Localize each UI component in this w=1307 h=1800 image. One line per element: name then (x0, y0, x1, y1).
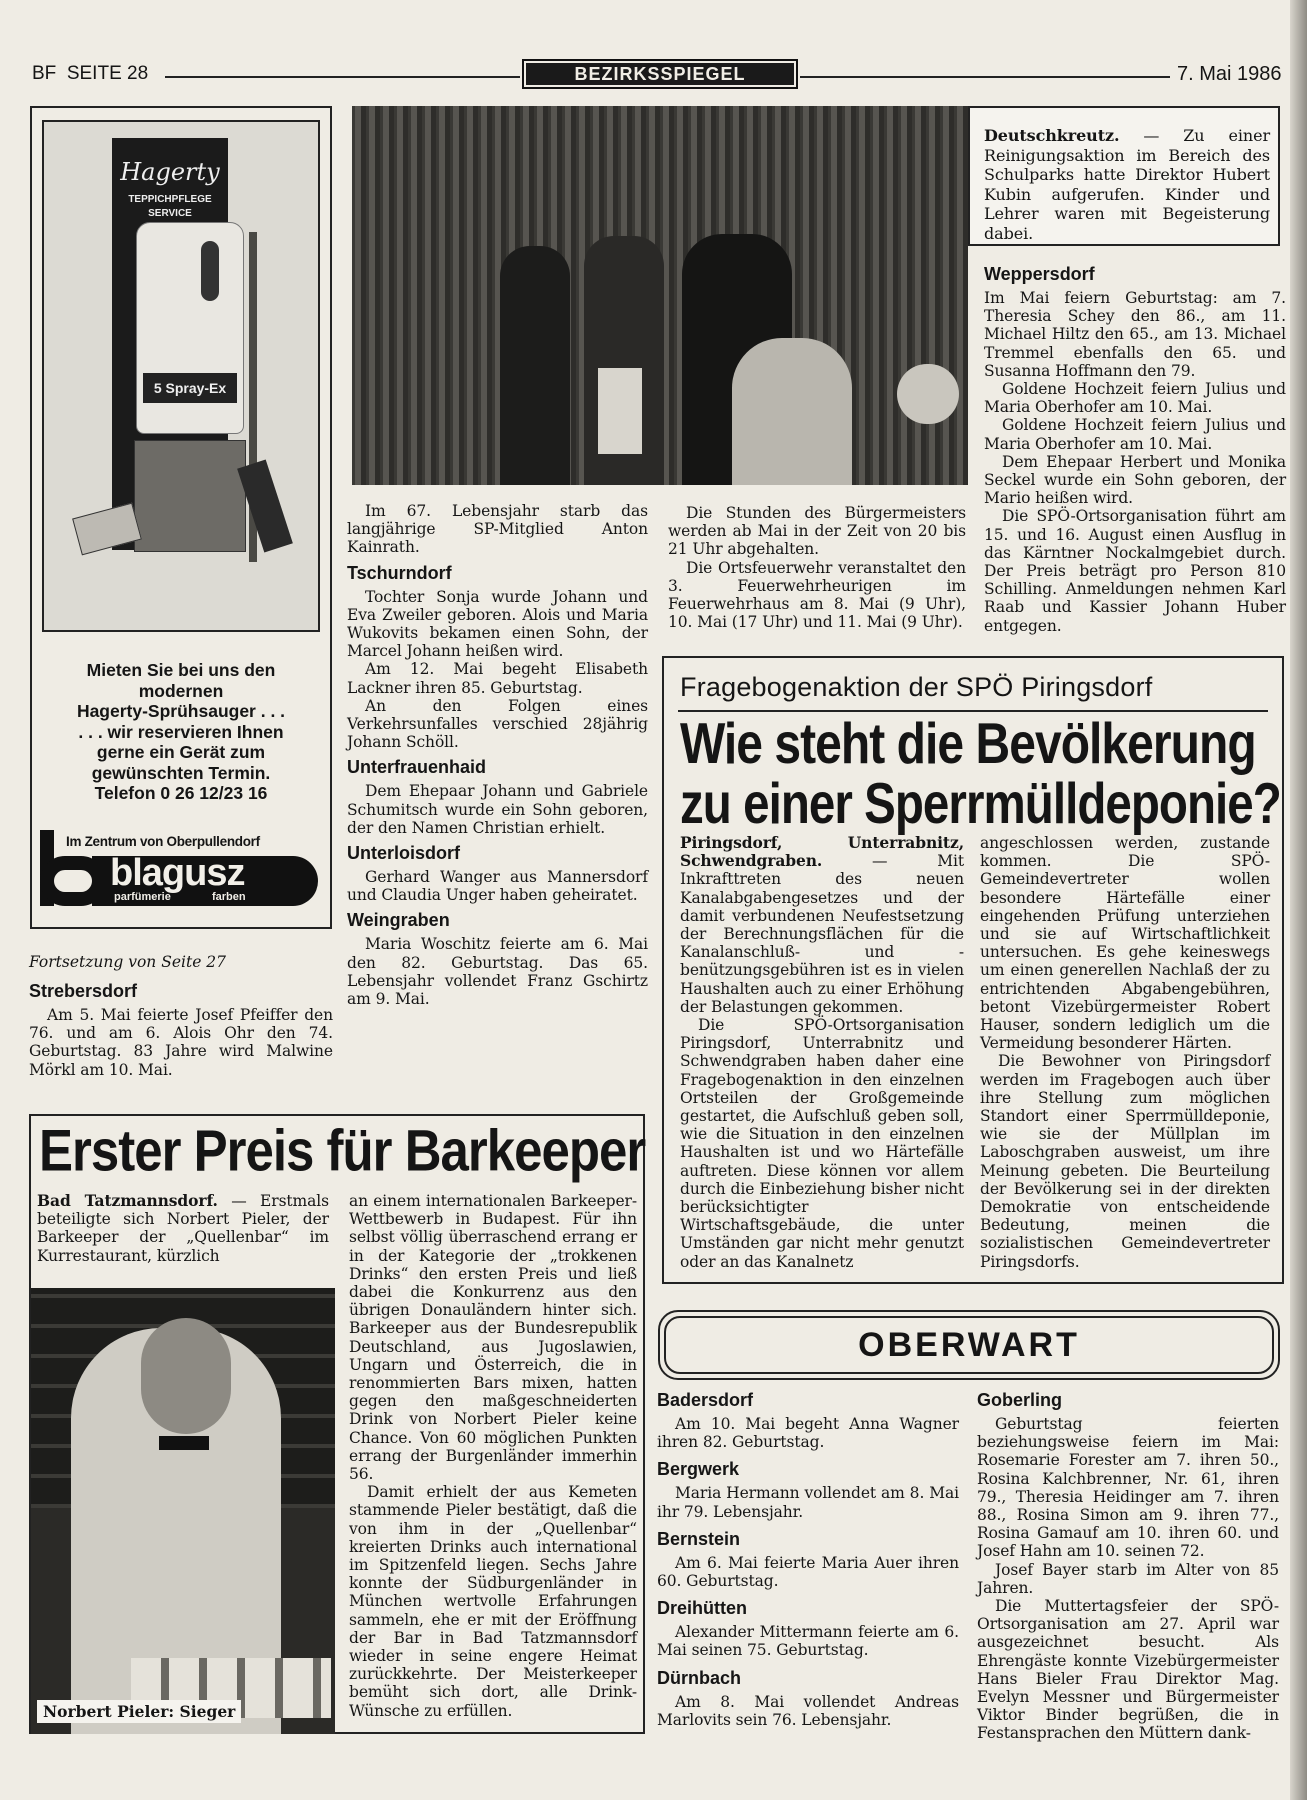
weppersdorf-column (984, 258, 1286, 635)
bernstein-paragraph: Am 6. Mai feierte Maria Auer ihren 60. Geburtstag. (657, 1553, 959, 1591)
deutschkreutz-paragraph (984, 126, 1270, 243)
tschurndorf-p2: Am 12. Mai begeht Elisabeth Lackner ihren 85. Geburtstag. (347, 660, 648, 697)
child-hat (897, 364, 959, 424)
goberling-p3: Die Muttertagsfeier der SPÖ-Ortsorganisation am 27. April war ausgezeichnet besucht. Als Ehrengäste konnte Vizebürgermeister Hans Bieler Frau Direktor Mag. Evelyn Messner und Bürgermeister Viktor Binder begrüßen, die in Festansprachen den Müttern dank- (977, 1597, 1279, 1743)
adult-light-coat (732, 338, 852, 485)
deutschkreutz-body: — Zu einer Reinigungsaktion im Bereich des Schulparks hatte Direktor Hubert Kubin aufgerufen. Kinder und Lehrer waren mit Begeisterung dabei. (984, 126, 1270, 243)
oberwart-banner (658, 1310, 1280, 1380)
ad-line-5: gerne ein Gerät zum (96, 742, 266, 762)
spoe-col2-p2: Die Bewohner von Piringsdorf werden im Fragebogen auch über ihre Stellung zum möglichen Standort einer Sperrmülldeponie, wie sie der Müllplan im Laboschgraben ausweist, um ihre Meinung gebeten. Die Beurteilung der Bevölkerung sei in der direkten Demokratie von entscheidende Bedeutung, meinen die sozialistischen Gemeindevertreter Piringsdorfs. (980, 1052, 1270, 1271)
bottle-handle (201, 241, 219, 301)
goberling-p2: Josef Bayer starb im Alter von 85 Jahren. (977, 1560, 1279, 1597)
tschurndorf-p3: An den Folgen eines Verkehrsunfalles verschied 28jährig Johann Schöll. (347, 696, 648, 752)
barkeeper-left-text (37, 1192, 329, 1265)
badersdorf-text (657, 1415, 959, 1451)
page-label: BF SEITE 28 (32, 63, 149, 84)
ad-line-2: modernen (138, 680, 224, 701)
weppersdorf-p2: Goldene Hochzeit feiern Julius und Maria Oberhofer am 10. Mai. (984, 380, 1286, 417)
dreihuetten-text (657, 1623, 959, 1659)
weppersdorf-heading: Weppersdorf (984, 264, 1095, 284)
ad-line-4: . . . wir reservieren Ihnen (78, 721, 284, 742)
strebersdorf-heading: Strebersdorf (29, 981, 138, 1001)
ad-phone: Telefon 0 26 12/23 16 (94, 783, 268, 803)
unterfrauenhaid-heading: Unterfrauenhaid (347, 757, 487, 778)
unterfrauenhaid-p1: Dem Ehepaar Johann und Gabriele Schumitsch wurde ein Sohn geboren, der den Namen Christian erhielt. (347, 782, 648, 837)
barkeeper-left-body: — Erstmals beteiligte sich Norbert Pieler, der Barkeeper der „Quellenbar“ im Kurrestaurant, kürzlich (37, 1192, 329, 1265)
weppersdorf-p4: Dem Ehepaar Herbert und Monika Seckel wurde ein Sohn geboren, der Mario heißen wird. (984, 452, 1286, 508)
barkeeper-left-p (37, 1192, 329, 1265)
barkeeper-head (141, 1318, 231, 1434)
ad-location: Im Zentrum von Oberpullendorf (66, 834, 260, 849)
barkeeper-lead: Bad Tatzmannsdorf. (37, 1191, 218, 1210)
mayor-p1: Die Stunden des Bürgermeisters werden ab Mai in der Zeit von 20 bis 21 Uhr abgehalten. (668, 504, 966, 559)
weppersdorf-text (984, 289, 1286, 635)
ad-copy (32, 660, 330, 804)
tschurndorf-p1: Tochter Sonja wurde Johann und Eva Zweiler geboren. Alois und Maria Wukovits bekamen einen Sohn, der Marcel Johann heißen wird. (347, 587, 648, 661)
duernbach-text (657, 1693, 959, 1729)
barkeeper-article-box (29, 1114, 645, 1734)
strebersdorf-column (29, 953, 333, 1079)
weingraben-heading: Weingraben (347, 910, 450, 931)
ad-line-6: gewünschten Termin. (91, 762, 271, 783)
dreihuetten-paragraph: Alexander Mittermann feierte am 6. Mai seinen 75. Geburtstag. (657, 1623, 959, 1660)
barkeeper-headline: Erster Preis für Barkeeper (39, 1119, 646, 1185)
badersdorf-heading: Badersdorf (657, 1390, 754, 1410)
barkeeper-caption: Norbert Pieler: Sieger (37, 1700, 241, 1723)
oberwart-left-column (657, 1384, 959, 1729)
spoe-col2 (980, 834, 1270, 1271)
obituary-paragraph: Im 67. Lebensjahr starb das langjährige SP-Mitglied Anton Kainrath. (347, 502, 648, 557)
spoe-col1-p1 (680, 834, 964, 1016)
child-1 (500, 246, 570, 485)
bergwerk-text (657, 1484, 959, 1520)
product-brand: Hagerty (120, 158, 220, 186)
product-line1: TEPPICHPFLEGE (128, 194, 212, 205)
goberling-text (977, 1415, 1279, 1743)
shopping-bag (598, 368, 642, 454)
spoe-col1-body: — Mit Inkrafttreten des neuen Kanalabgabengesetzes und der damit verbundenen Neufestsetzung der Berechnungsflächen für die Kanalanschluß- und -benützungsgebühren ist es in vielen Haushalten auch zu einer Erhöhung der Belastungen gekommen. (680, 852, 964, 1016)
unterloisdorf-heading: Unterloisdorf (347, 843, 461, 864)
unterloisdorf-text (347, 868, 648, 904)
bergwerk-heading: Bergwerk (657, 1459, 740, 1480)
dreihuetten-heading: Dreihütten (657, 1598, 747, 1619)
weppersdorf-p5: Die SPÖ-Ortsorganisation führt am 15. und 16. August einen Ausflug in das Kärntner Nockalmgebiet durch. Der Preis beträgt pro Person 810 Schilling. Anmeldungen nehmen Karl Raab und Kassier Johann Huber entgegen. (984, 507, 1286, 635)
ad-photo-frame (42, 120, 320, 632)
oberwart-title: OBERWART (858, 1325, 1080, 1364)
spray-machine (134, 440, 246, 552)
badersdorf-paragraph: Am 10. Mai begeht Anna Wagner ihren 82. Geburtstag. (657, 1415, 959, 1452)
spoe-kicker: Fragebogenaktion der SPÖ Piringsdorf (680, 672, 1153, 702)
logo-name: blagusz (110, 852, 245, 894)
unterfrauenhaid-text (347, 782, 648, 837)
bergwerk-paragraph: Maria Hermann vollendet am 8. Mai ihr 79. Lebensjahr. (657, 1484, 959, 1521)
spoe-col1 (680, 834, 964, 1271)
header-rule-right (800, 76, 1170, 78)
bow-tie (159, 1436, 209, 1450)
mayor-text (668, 504, 966, 631)
oberwart-banner-inner (664, 1316, 1274, 1374)
mayor-column (668, 504, 966, 631)
goberling-heading: Goberling (977, 1390, 1062, 1410)
tschurndorf-heading: Tschurndorf (347, 562, 452, 583)
spoe-col2-p1: angeschlossen werden, zustande kommen. Die SPÖ-Gemeindevertreter wollen besondere Härtefälle einer eingehenden Prüfung unterziehen und sie auf Wirtschaftlichkeit untersuchen. Es gehe keineswegs um einen generellen Nachlaß der zu entrichtenden Abgabengebühren, betont Vizebürgermeister Robert Hauser, sondern lediglich um die Vermeidung besonderer Härten. (980, 834, 1270, 1053)
deutschkreutz-text (984, 126, 1270, 243)
spoe-headline-1: Wie steht die Bevölkerung (680, 711, 1256, 776)
bernstein-heading: Bernstein (657, 1528, 741, 1549)
weingraben-p1: Maria Woschitz feierte am 6. Mai den 82. Geburtstag. Das 65. Lebensjahr vollendet Franz Gschirtz am 9. Mai. (347, 935, 648, 1009)
section-title-label: BEZIRKSSPIEGEL (526, 63, 794, 85)
weingraben-text (347, 935, 648, 1008)
middle-column (347, 502, 648, 1008)
duernbach-heading: Dürnbach (657, 1667, 742, 1688)
spoe-headline-2: zu einer Sperrmülldeponie? (680, 771, 1281, 836)
page-edge (1290, 0, 1307, 1800)
logo-bar (92, 852, 318, 906)
spoe-lead: Piringsdorf, Unterrabnitz, Schwendgraben. (680, 833, 964, 871)
strebersdorf-paragraph: Am 5. Mai feierte Josef Pfeiffer den 76. und am 6. Alois Ohr den 74. Geburtstag. 83 Jahre wird Malwine Mörkl am 10. Mai. (29, 1006, 333, 1079)
cleanup-photo (352, 106, 968, 485)
page-date: 7. Mai 1986 (1177, 63, 1282, 85)
tschurndorf-text (347, 588, 648, 752)
barkeeper-right-p2: Damit erhielt der aus Kemeten stammende Pieler bestätigt, daß die von ihm in der „Quellenbar“ kreierten Drinks auch international im Spitzenfeld liegen. Sechs Jahre konnte der Südburgenländer in München wertvolle Erfahrungen sammeln, ehe er mit der Eröffnung der Bar in Bad Tatzmannsdorf wieder in seine engere Heimat zurückkehrte. Der Meisterkeeper bemüht sich dort, alle Drink-Wünsche zu erfüllen. (349, 1483, 637, 1720)
blagusz-logo (40, 830, 320, 916)
weppersdorf-p3: Goldene Hochzeit feiern Julius und Maria Oberhofer am 10. Mai. (984, 416, 1286, 453)
barkeeper-right-p1: an einem internationalen Barkeeper-Wettbewerb in Budapest. Für ihn selbst völlig überraschend errang er in der Kategorie der „trokkenen Drinks“ den ersten Preis und ließ dabei die Konkurrenz aus den übrigen Donauländern hinter sich. Barkeeper aus der Bundesrepublik Deutschland, aus Jugoslawien, Ungarn und Österreich, die in renommierten Bars mixen, hatten gegen den maßgeschneiderten Drink von Norbert Pieler keine Chance. Von 60 möglichen Punkten errang der Burgenländer immerhin 56. (349, 1192, 637, 1484)
obituary-text (347, 502, 648, 557)
bottle-label: 5 Spray-Ex (143, 373, 237, 403)
barkeeper-photo (31, 1288, 335, 1734)
logo-sub2: farben (212, 891, 246, 903)
ad-line-3: Hagerty-Sprühsauger . . . (76, 701, 286, 721)
spoe-col1-p2: Die SPÖ-Ortsorganisation Piringsdorf, Unterrabnitz und Schwendgraben haben daher eine Fragebogenaktion in den einzelnen Ortsteilen der Großgemeinde gestartet, die Aufschluß geben soll, wie die Situation in den einzelnen Haushalten ist und wo Härtefälle auftreten. Diese können vor allem durch die Einbeziehung bisher nicht berücksichtigter Wirtschaftsgebäude, die unter Umständen gar nicht mehr genutzt oder an das Kanalnetz (680, 1016, 964, 1271)
continued-note: Fortsetzung von Seite 27 (29, 953, 227, 971)
deutschkreutz-title: Deutschkreutz. (984, 126, 1120, 145)
deutschkreutz-box (968, 106, 1280, 246)
duernbach-paragraph: Am 8. Mai vollendet Andreas Marlovits sein 76. Lebensjahr. (657, 1692, 959, 1729)
weppersdorf-p1: Im Mai feiern Geburtstag: am 7. Theresia Schey den 86., am 11. Michael Hiltz den 65., am 13. Michael Tremmel ebenfalls den 65. und Susanna Hoffmann den 79. (984, 289, 1286, 380)
ad-line-1: Mieten Sie bei uns den (86, 660, 276, 680)
spray-bottle (136, 222, 244, 434)
strebersdorf-text (29, 1006, 333, 1079)
bernstein-text (657, 1554, 959, 1590)
spoe-article-box (662, 656, 1284, 1284)
logo-sub1: parfümerie (114, 891, 171, 903)
header-rule-left (165, 76, 520, 78)
goberling-column (977, 1384, 1279, 1743)
barkeeper-right-text (349, 1192, 637, 1720)
goberling-p1: Geburtstag feierten beziehungsweise feiern im Mai: Rosemarie Forester am 7. ihren 50., Rosina Kalchbrenner, Nr. 61, ihren 79., Theresia Heidinger am 7. ihren 88., Rosina Simon am 9. ihren 77., Rosina Gamauf am 10. ihren 60. und Josef Hahn am 10. seinen 72. (977, 1415, 1279, 1561)
advertisement (30, 106, 332, 929)
section-title (522, 59, 798, 89)
product-line2: SERVICE (148, 208, 192, 219)
unterloisdorf-p1: Gerhard Wanger aus Mannersdorf und Claudia Unger haben geheiratet. (347, 868, 648, 905)
mayor-p2: Die Ortsfeuerwehr veranstaltet den 3. Feuerwehrheurigen im Feuerwehrhaus am 8. Mai (9 Uhr), 10. Mai (17 Uhr) und 11. Mai (9 Uhr). (668, 558, 966, 632)
